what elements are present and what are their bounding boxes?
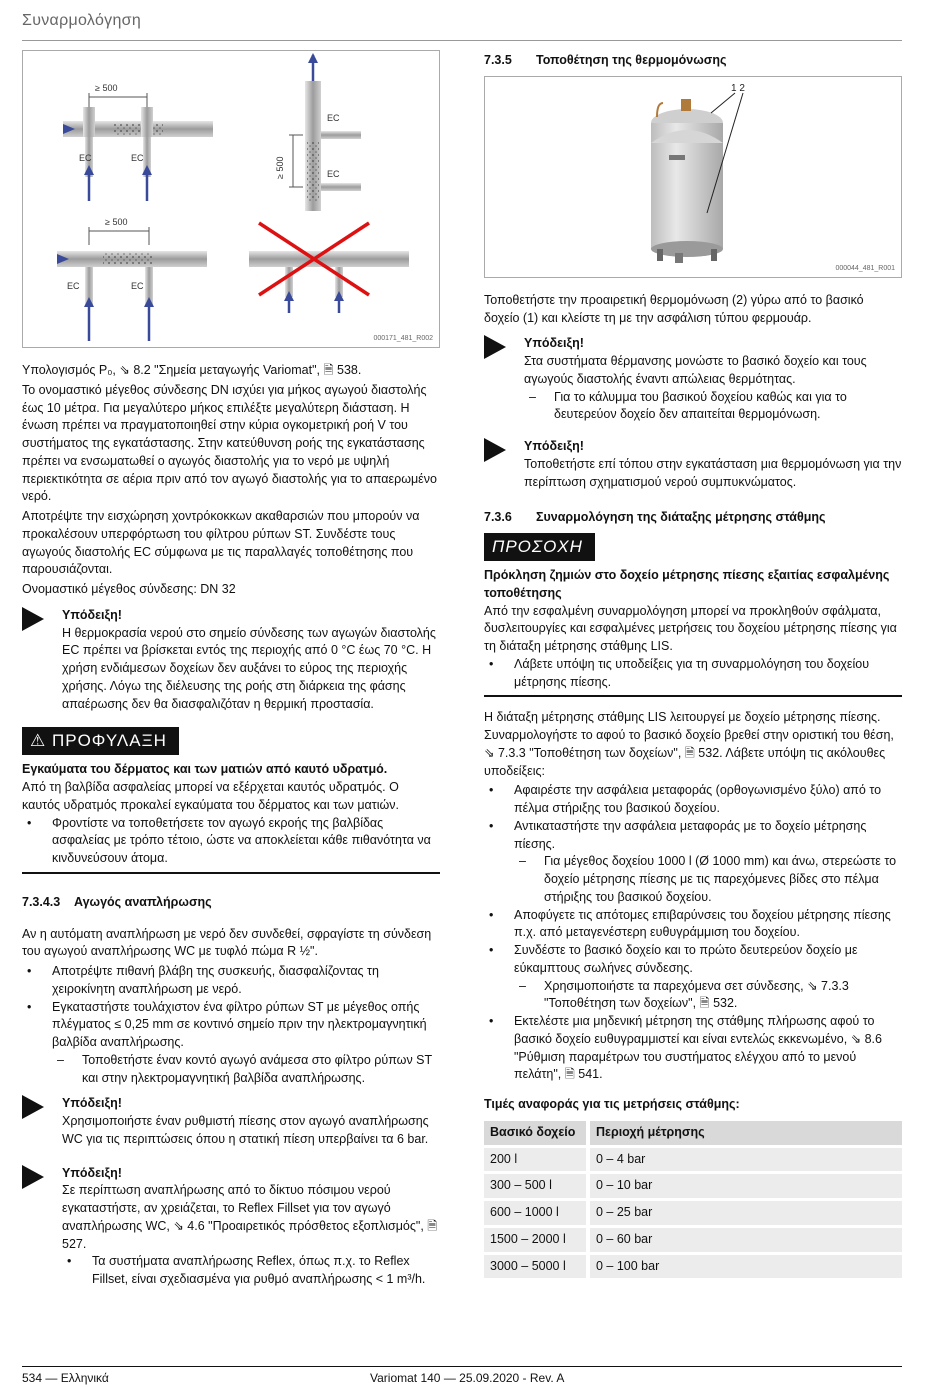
figure-id: 000171_481_R002 bbox=[373, 335, 433, 343]
table-row bbox=[484, 1228, 902, 1252]
table-cell: 0 – 25 bar bbox=[590, 1201, 902, 1225]
attention-label: ΠΡΟΣΟΧΗ bbox=[484, 533, 595, 561]
dim-vert-label: ≥ 500 bbox=[275, 156, 285, 179]
note-title: Υπόδειξη! bbox=[62, 607, 122, 622]
page-header-title: Συναρμολόγηση bbox=[22, 12, 142, 29]
attention-text: Από την εσφαλμένη συναρμολόγηση μπορεί να προκληθούν σφάλματα, δυσλειτουργίες και εσφαλμένες μετρήσεις του δοχείου μέτρησης πίεσης για τη διάταξη μέτρησης στάθμης LIS. bbox=[484, 603, 897, 654]
note-box bbox=[22, 607, 440, 714]
table-cell: 0 – 10 bar bbox=[590, 1174, 902, 1198]
footer-page-number: 534 — Ελληνικά bbox=[22, 1371, 109, 1385]
dim-top-label: ≥ 500 bbox=[95, 83, 118, 93]
table-cell: 200 l bbox=[484, 1148, 590, 1172]
ec-label: EC bbox=[79, 153, 92, 163]
paragraph: Το ονομαστικό μέγεθος σύνδεσης DN ισχύει για μήκος αγωγού διαστολής έως 10 μέτρα. Για μεγαλύτερο μήκος επιλέξτε μεγαλύτερη διάσταση. Η ένωση πρέπει να πραγματοποιηθεί στην κύρια ογκομετρική ροή V του συστήματος της εγκατάστασης. Στην κατεύθυνση ροής της εγκατάστασης πρέπει να ενσωματωθεί ο αγωγός διαστολής για το νερό με υψηλή περιεκτικότητα σε αέρια πριν από τον αγωγό διαστολής για το απαερωμένο νερό. bbox=[22, 382, 437, 504]
table-header: Βασικό δοχείο bbox=[484, 1121, 590, 1145]
paragraph: Τοποθετήστε την προαιρετική θερμομόνωση (2) γύρω από το βασικό δοχείο (1) και κλείστε τη με την ασφάλιση τύπου φερμουάρ. bbox=[484, 292, 864, 325]
list-item: • Αποφύγετε τις απότομες επιβαρύνσεις του δοχείου μέτρησης πίεσης π.χ. από μεταγενέστερη ευθυγράμμιση του δοχείου. bbox=[484, 907, 902, 943]
list-item: • Αντικαταστήστε την ασφάλεια μεταφοράς με το δοχείο μέτρησης πίεσης. – Για μέγεθος δοχείου 1000 l (Ø 1000 mm) και άνω, στερεώστε το δοχείο μέτρησης πίεσης με τις παρεχόμενες βίδες στο πέλμα στήριξης του βασικού δοχείου. bbox=[484, 818, 902, 907]
expansion-line-figure bbox=[22, 50, 440, 348]
note-box bbox=[22, 1095, 440, 1148]
paragraph: Αν η αυτόματη αναπλήρωση με νερό δεν συνδεθεί, σφραγίστε τη σύνδεση του αγωγού αναπλήρωσης WC με τυφλό πώμα R ½". bbox=[22, 926, 432, 959]
reference-table bbox=[484, 1118, 902, 1282]
table-cell: 0 – 60 bar bbox=[590, 1228, 902, 1252]
note-text: Τοποθετήστε επί τόπου στην εγκατάσταση μια θερμομόνωση για την περίπτωση σχηματισμού νερού συμπυκνώματος. bbox=[524, 456, 902, 489]
list-item: – Χρησιμοποιήστε τα παρεχόμενα σετ σύνδεσης, ⇘ 7.3.3 "Τοποθέτηση των δοχείων", 🗎 532. bbox=[514, 978, 902, 1014]
note-text: Σε περίπτωση αναπλήρωσης από το δίκτυο πόσιμου νερού εγκαταστήστε, αν χρειάζεται, το Reflex Fillset για τον αγωγό αναπλήρωσης WC, ⇘ 4.6 "Προαιρετικός πρόσθετος εξοπλισμός", 🗎 527. bbox=[62, 1183, 438, 1251]
note-title: Υπόδειξη! bbox=[524, 336, 584, 351]
warning-text: Από τη βαλβίδα ασφαλείας μπορεί να εξέρχεται καυτός υδρατμός. Ο καυτός υδρατμός προκαλεί εγκαύματα του δέρματος και των ματιών. bbox=[22, 780, 399, 812]
note-title: Υπόδειξη! bbox=[62, 1165, 122, 1180]
ec-label: EC bbox=[131, 281, 144, 291]
table-cell: 3000 – 5000 l bbox=[484, 1255, 590, 1279]
table-row bbox=[484, 1174, 902, 1198]
header-rule bbox=[22, 40, 902, 41]
table-row bbox=[484, 1148, 902, 1172]
note-title: Υπόδειξη! bbox=[62, 1096, 122, 1111]
list-item: • Αφαιρέστε την ασφάλεια μεταφοράς (ορθογωνισμένο ξύλο) από το πέλμα στήριξης του βασικού δοχείου. bbox=[484, 782, 902, 818]
list-item: • Εγκαταστήστε τουλάχιστον ένα φίλτρο ρύπων ST με μέγεθος οπής πλέγματος ≤ 0,25 mm σε κοντινό σημείο πριν την ηλεκτρομαγνητική βαλβίδα αναπλήρωσης. – Τοποθετήστε έναν κοντό αγωγό ανάμεσα στο φίλτρο ρύπων ST και στην ηλεκτρομαγνητική βαλβίδα αναπλήρωσης. bbox=[22, 999, 440, 1088]
list-item: • Τα συστήματα αναπλήρωσης Reflex, όπως π.χ. το Reflex Fillset, είναι σχεδιασμένα για ρυθμό αναπλήρωσης < 1 m³/h. bbox=[62, 1253, 440, 1289]
note-text: Η θερμοκρασία νερού στο σημείο σύνδεσης των αγωγών διαστολής EC πρέπει να βρίσκεται εντός της περιοχής από 0 °C έως 70 °C. Η χρήση ενδιάμεσων δοχείων δεν αυξάνει το εύρος της περιοχής χρήσης. Λόγω της διέλευσης της ροής στη διάρκεια της φάσης απαέρωσης δεν θα διασφαλιζόταν η θερμική προστασία. bbox=[62, 625, 436, 711]
list-item: • Αποτρέψτε πιθανή βλάβη της συσκευής, διασφαλίζοντας τη χειροκίνητη αναπλήρωση με νερό. bbox=[22, 963, 440, 999]
callout-labels: 1 2 bbox=[731, 82, 745, 94]
table-cell: 300 – 500 l bbox=[484, 1174, 590, 1198]
warning-box bbox=[22, 721, 440, 874]
attention-title: Πρόκληση ζημιών στο δοχείο μέτρησης πίεσης εξαιτίας εσφαλμένης τοποθέτησης bbox=[484, 568, 890, 600]
ec-label: EC bbox=[131, 153, 144, 163]
paragraph: Ονομαστικό μέγεθος σύνδεσης: DN 32 bbox=[22, 582, 236, 596]
list-item: – Τοποθετήστε έναν κοντό αγωγό ανάμεσα στο φίλτρο ρύπων ST και στην ηλεκτρομαγνητική βαλβίδα αναπλήρωσης. bbox=[52, 1052, 440, 1088]
list-item: – Για μέγεθος δοχείου 1000 l (Ø 1000 mm) και άνω, στερεώστε το δοχείο μέτρησης πίεσης με τις παρεχόμενες βίδες στο πέλμα στήριξης του βασικού δοχείου. bbox=[514, 853, 902, 906]
table-cell: 0 – 100 bar bbox=[590, 1255, 902, 1279]
dim-bottom-label: ≥ 500 bbox=[105, 217, 128, 227]
warning-triangle-icon: ⚠ bbox=[30, 731, 52, 751]
note-text: Χρησιμοποιήστε έναν ρυθμιστή πίεσης στον αγωγό αναπλήρωσης WC για τις περιπτώσεις όπου η στατική πίεση υπερβαίνει τα 6 bar. bbox=[62, 1114, 429, 1146]
note-arrow-icon bbox=[484, 438, 506, 462]
vessel-drawing bbox=[485, 77, 901, 277]
left-column bbox=[22, 50, 440, 1297]
table-cell: 1500 – 2000 l bbox=[484, 1228, 590, 1252]
warning-title: Εγκαύματα του δέρματος και των ματιών από καυτό υδρατμό. bbox=[22, 762, 388, 777]
pipe-diagram bbox=[23, 51, 439, 347]
table-cell: 0 – 4 bar bbox=[590, 1148, 902, 1172]
list-item: • Συνδέστε το βασικό δοχείο και το πρώτο δευτερεύον δοχείο με εύκαμπτους σωλήνες σύνδεσης. – Χρησιμοποιήστε τα παρεχόμενα σετ σύνδεσης, ⇘ 7.3.3 "Τοποθέτηση των δοχείων", 🗎 532. bbox=[484, 942, 902, 1013]
table-title: Τιμές αναφοράς για τις μετρήσεις στάθμης: bbox=[484, 1097, 740, 1112]
ec-label: EC bbox=[327, 113, 340, 123]
list-item: • Εκτελέστε μια μηδενική μέτρηση της στάθμης πλήρωσης αφού το βασικό δοχείο ευθυγραμμιστεί και είναι εντελώς εκκενωμένο, ⇘ 8.6 "Ρύθμιση παραμέτρων του συστήματος ελέγχου από το μενού πελάτη", 🗎 541. bbox=[484, 1013, 902, 1084]
right-column bbox=[484, 50, 902, 1281]
note-box bbox=[22, 1165, 440, 1289]
paragraph: Υπολογισμός P₀, ⇘ 8.2 "Σημεία μεταγωγής Variomat", 🗎 538. bbox=[22, 363, 362, 377]
paragraph: Η διάταξη μέτρησης στάθμης LIS λειτουργεί με δοχείο μέτρησης πίεσης. Συναρμολογήστε το αφού το βασικό δοχείο βρεθεί στην οριστική του θέση, ⇘ 7.3.3 "Τοποθέτηση των δοχείων", 🗎 532. Λάβετε υπόψη τις ακόλουθες υποδείξεις: bbox=[484, 710, 894, 778]
attention-box bbox=[484, 527, 902, 697]
warning-label: ⚠ ΠΡΟΦΥΛΑΞΗ bbox=[22, 727, 179, 755]
section-heading: 7.3.6 Συναρμολόγηση της διάταξης μέτρησης στάθμης bbox=[484, 510, 826, 525]
section-heading: 7.3.4.3 Αγωγός αναπλήρωσης bbox=[22, 894, 212, 909]
footer-document-info: Variomat 140 — 25.09.2020 - Rev. A bbox=[370, 1371, 565, 1385]
footer-rule bbox=[22, 1366, 902, 1367]
paragraph: Αποτρέψτε την εισχώρηση χοντρόκοκκων ακαθαρσιών που μπορούν να προκαλέσουν υπερφόρτωση του φίλτρου ρύπων ST. Συνδέστε τους αγωγούς διαστολής EC σύμφωνα με τις παραλλαγές τοποθέτησης που παρουσιάζονται. bbox=[22, 509, 420, 577]
note-box bbox=[484, 438, 902, 491]
note-box bbox=[484, 335, 902, 424]
note-arrow-icon bbox=[22, 607, 44, 631]
intro-text bbox=[22, 362, 440, 599]
table-cell: 600 – 1000 l bbox=[484, 1201, 590, 1225]
note-arrow-icon bbox=[22, 1165, 44, 1189]
table-row bbox=[484, 1201, 902, 1225]
list-item: • Λάβετε υπόψη τις υποδείξεις για τη συναρμολόγηση του δοχείου μέτρησης πίεσης. bbox=[484, 656, 902, 692]
section-heading: 7.3.5 Τοποθέτηση της θερμομόνωσης bbox=[484, 53, 727, 67]
figure-id: 000044_481_R001 bbox=[835, 264, 895, 272]
note-arrow-icon bbox=[22, 1095, 44, 1119]
note-arrow-icon bbox=[484, 335, 506, 359]
table-row bbox=[484, 1255, 902, 1279]
table-header: Περιοχή μέτρησης bbox=[590, 1121, 902, 1145]
insulation-figure bbox=[484, 76, 902, 278]
ec-label: EC bbox=[327, 169, 340, 179]
list-item: • Φροντίστε να τοποθετήσετε τον αγωγό εκροής της βαλβίδας ασφαλείας με τρόπο τέτοιο, ώστε να αποκλείεται κάθε πιθανότητα να κινδυνεύσουν άτομα. bbox=[22, 815, 440, 868]
ec-label: EC bbox=[67, 281, 80, 291]
list-item: – Για το κάλυμμα του βασικού δοχείου καθώς και για το δευτερεύον δοχείο δεν απαιτείται θερμομόνωση. bbox=[524, 389, 902, 425]
note-title: Υπόδειξη! bbox=[524, 439, 584, 453]
note-text: Στα συστήματα θέρμανσης μονώστε το βασικό δοχείο και τους αγωγούς διαστολής έναντι απώλειας θερμότητας. bbox=[524, 354, 867, 386]
